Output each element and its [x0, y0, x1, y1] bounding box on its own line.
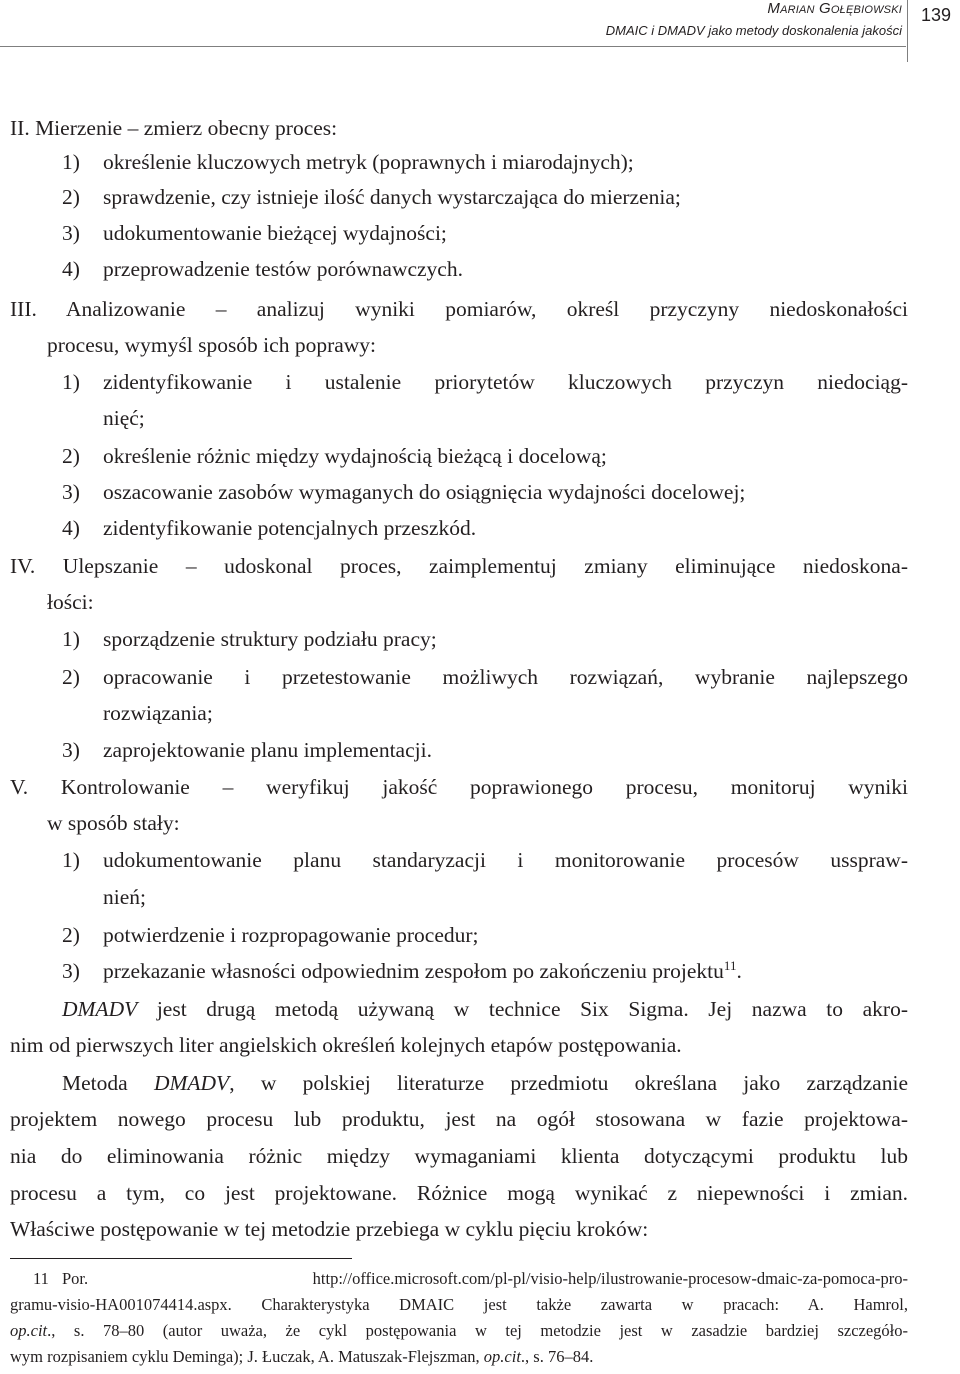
- list-item-continued: rozwiązania;: [103, 701, 213, 725]
- list-item: [103, 956, 742, 986]
- list-number: 1): [62, 627, 80, 651]
- footnote-number: 11: [33, 1269, 49, 1288]
- paragraph-line: Właściwe postępowanie w tej metodzie przebiega w cyklu pięciu kroków:: [10, 1217, 649, 1241]
- list-number: 3): [62, 480, 80, 504]
- list-number: 1): [62, 150, 80, 174]
- footnote-rule: [10, 1258, 352, 1259]
- list-item-continued: nięć;: [103, 406, 145, 430]
- footnote-line: [10, 1320, 908, 1342]
- list-item: potwierdzenie i rozpropagowanie procedur;: [103, 923, 479, 947]
- list-item: określenie różnic między wydajnością bieżącą i docelową;: [103, 444, 607, 468]
- list-number: 2): [62, 444, 80, 468]
- paragraph-text: , w polskiej literaturze przedmiotu określana jako zarządzanie: [229, 1071, 908, 1095]
- section-heading-continued: procesu, wymyśl sposób ich poprawy:: [47, 333, 377, 357]
- section-heading-analyze: III. Analizowanie – analizuj wyniki pomiarów, określ przyczyny niedoskonałości: [10, 297, 908, 321]
- footnote-citation: op.cit: [10, 1321, 48, 1340]
- footnote-text: ., s. 78–80 (autor uważa, że cykl postępowania w tej metodzie jest w zasadzie bardziej szczegóło-: [47, 1321, 908, 1340]
- footnote-line: [10, 1346, 593, 1368]
- list-number: 3): [62, 738, 80, 762]
- list-item: opracowanie i przetestowanie możliwych rozwiązań, wybranie najlepszego: [103, 665, 908, 689]
- list-number: 1): [62, 848, 80, 872]
- list-item-text: przekazanie własności odpowiednim zespołom po zakończeniu projektu: [103, 959, 724, 983]
- footnote-citation: op.cit: [483, 1347, 521, 1366]
- section-heading-control: V. Kontrolowanie – weryfikuj jakość poprawionego procesu, monitoruj wyniki: [10, 775, 908, 799]
- list-number: 1): [62, 370, 80, 394]
- list-item-continued: nień;: [103, 885, 146, 909]
- list-item: udokumentowanie bieżącej wydajności;: [103, 221, 447, 245]
- section-heading-measure: II. Mierzenie – zmierz obecny proces:: [10, 116, 338, 140]
- list-number: 4): [62, 516, 80, 540]
- section-heading-continued: łości:: [47, 590, 94, 614]
- running-header-author: Marian Gołębiowski: [767, 0, 902, 17]
- list-item: oszacowanie zasobów wymaganych do osiągnięcia wydajności docelowej;: [103, 480, 746, 504]
- list-item: zidentyfikowanie i ustalenie priorytetów kluczowych przyczyn niedociąg-: [103, 370, 908, 394]
- list-item: sporządzenie struktury podziału pracy;: [103, 627, 437, 651]
- paragraph-line: [62, 1068, 908, 1098]
- list-number: 2): [62, 185, 80, 209]
- list-item: udokumentowanie planu standaryzacji i monitorowanie procesów usspraw-: [103, 848, 908, 872]
- list-item: zaprojektowanie planu implementacji.: [103, 738, 432, 762]
- paragraph-text: Metoda: [62, 1071, 154, 1095]
- running-header-title: DMAIC i DMADV jako metody doskonalenia jakości: [605, 23, 902, 38]
- footnote-text: wym rozpisaniem cyklu Deminga); J. Łuczak, A. Matuszak-Flejszman,: [10, 1347, 484, 1366]
- list-item-period: .: [736, 959, 742, 983]
- paragraph-line: [62, 994, 908, 1024]
- list-number: 4): [62, 257, 80, 281]
- section-heading-continued: w sposób stały:: [47, 811, 180, 835]
- section-heading-improve: IV. Ulepszanie – udoskonal proces, zaimplementuj zmiany eliminujące niedoskona-: [10, 554, 908, 578]
- list-number: 3): [62, 959, 80, 983]
- list-item: określenie kluczowych metryk (poprawnych i miarodajnych);: [103, 150, 634, 174]
- term-dmadv: DMADV: [62, 997, 138, 1021]
- paragraph-line: nia do eliminowania różnic między wymaganiami klienta dotyczącymi produktu lub: [10, 1144, 908, 1168]
- list-number: 2): [62, 665, 80, 689]
- footnote-line: gramu-visio-HA001074414.aspx. Charakterystyka DMAIC jest także zawarta w pracach: A. Hamrol,: [10, 1295, 908, 1314]
- list-number: 2): [62, 923, 80, 947]
- paragraph-text: jest drugą metodą używaną w technice Six Sigma. Jej nazwa to akro-: [137, 997, 908, 1021]
- footnote-line: Por. http://office.microsoft.com/pl-pl/visio-help/ilustrowanie-procesow-dmaic-za-pomoca-pro-: [62, 1269, 908, 1288]
- header-rule-horizontal: [0, 46, 906, 47]
- footnote-text: ., s. 76–84.: [520, 1347, 594, 1366]
- list-item: przeprowadzenie testów porównawczych.: [103, 257, 463, 281]
- list-item: sprawdzenie, czy istnieje ilość danych wystarczająca do mierzenia;: [103, 185, 681, 209]
- paragraph-line: nim od pierwszych liter angielskich określeń kolejnych etapów postępowania.: [10, 1033, 682, 1057]
- footnote-reference: 11: [723, 958, 737, 973]
- page-number: 139: [920, 5, 952, 25]
- list-number: 3): [62, 221, 80, 245]
- list-item: zidentyfikowanie potencjalnych przeszkód.: [103, 516, 477, 540]
- paragraph-line: procesu a tym, co jest projektowane. Różnice mogą wynikać z niepewności i zmian.: [10, 1181, 908, 1205]
- paragraph-line: projektem nowego procesu lub produktu, jest na ogół stosowana w fazie projektowa-: [10, 1107, 908, 1131]
- header-rule-vertical: [907, 0, 908, 62]
- term-dmadv: DMADV: [153, 1071, 230, 1095]
